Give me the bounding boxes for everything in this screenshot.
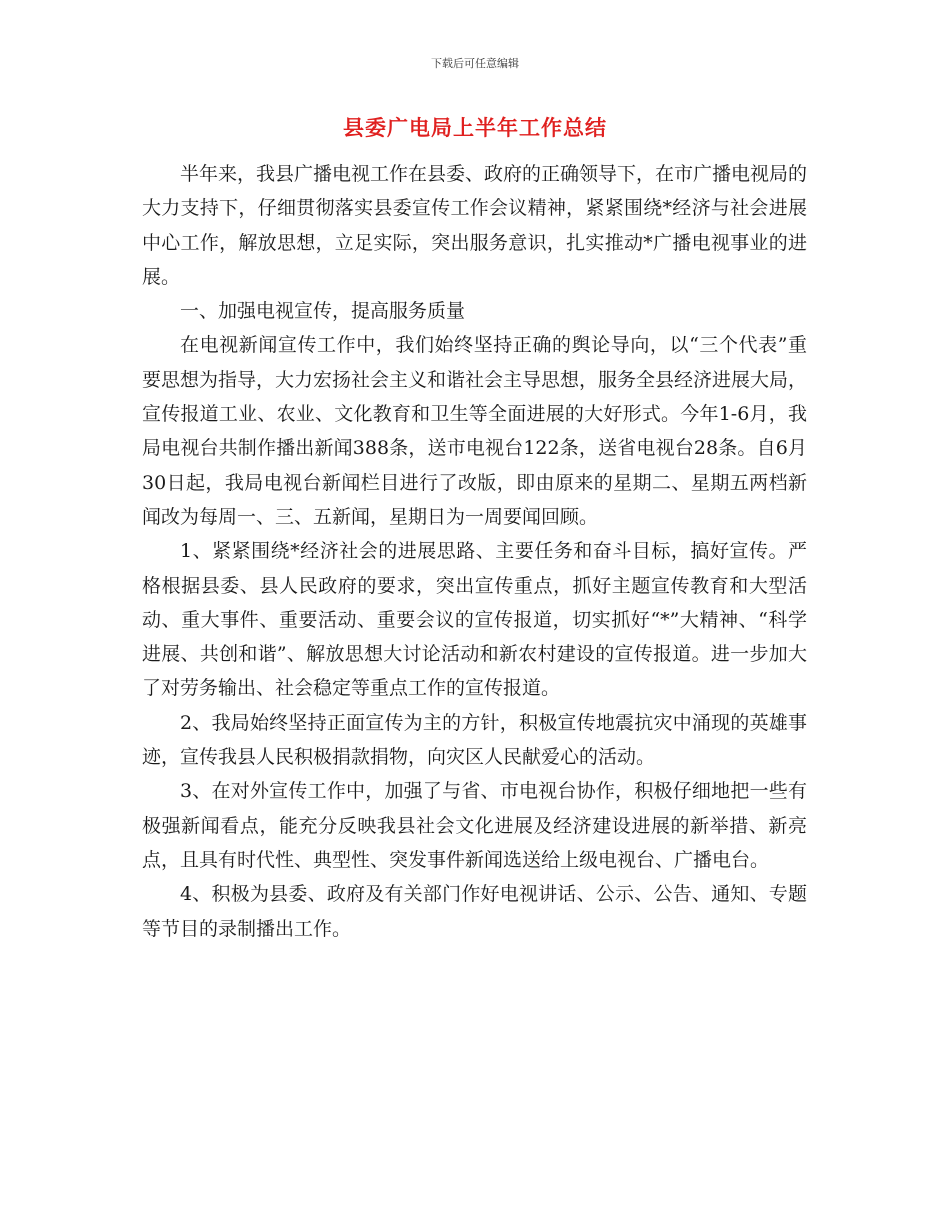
- paragraph-intro: 半年来，我县广播电视工作在县委、政府的正确领导下，在市广播电视局的大力支持下，仔细贯彻落实县委宣传工作会议精神，紧紧围绕*经济与社会进展中心工作，解放思想，立足实际，突出服务意识，扎实推动*广播电视事业的进展。: [142, 163, 808, 288]
- paragraph-item-3: 3、在对外宣传工作中，加强了与省、市电视台协作，积极仔细地把一些有极强新闻看点，能充分反映我县社会文化进展及经济建设进展的新举措、新亮点，且具有时代性、典型性、突发事件新闻选送给上级电视台、广播电台。: [142, 780, 807, 871]
- document-body: [142, 157, 807, 946]
- paragraph-item-4: 4、积极为县委、政府及有关部门作好电视讲话、公示、公告、通知、专题等节目的录制播出工作。: [142, 883, 807, 940]
- paragraph-item-1: 1、紧紧围绕*经济社会的进展思路、主要任务和奋斗目标，搞好宣传。严格根据县委、县人民政府的要求，突出宣传重点，抓好主题宣传教育和大型活动、重大事件、重要活动、重要会议的宣传报道，切实抓好“*”大精神、“科学进展、共创和谐”、解放思想大讨论活动和新农村建设的宣传报道。进一步加大了对劳务输出、社会稳定等重点工作的宣传报道。: [142, 540, 807, 700]
- section-heading: 一、加强电视宣传，提高服务质量: [180, 300, 466, 323]
- paragraph-news: 在电视新闻宣传工作中，我们始终坚持正确的舆论导向，以“三个代表”重要思想为指导，大力宏扬社会主义和谐社会主导思想，服务全县经济进展大局，宣传报道工业、农业、文化教育和卫生等全面进展的大好形式。今年1-6月，我局电视台共制作播出新闻388条，送市电视台122条，送省电视台28条。自6月30日起，我局电视台新闻栏目进行了改版，即由原来的星期二、星期五两档新闻改为每周一、三、五新闻，星期日为一周要闻回顾。: [142, 334, 808, 528]
- header-note: 下载后可任意编辑: [431, 57, 519, 70]
- paragraph-item-2: 2、我局始终坚持正面宣传为主的方针，积极宣传地震抗灾中涌现的英雄事迹，宣传我县人民积极捐款捐物，向灾区人民献爱心的活动。: [142, 711, 807, 769]
- document-title: 县委广电局上半年工作总结: [343, 116, 607, 140]
